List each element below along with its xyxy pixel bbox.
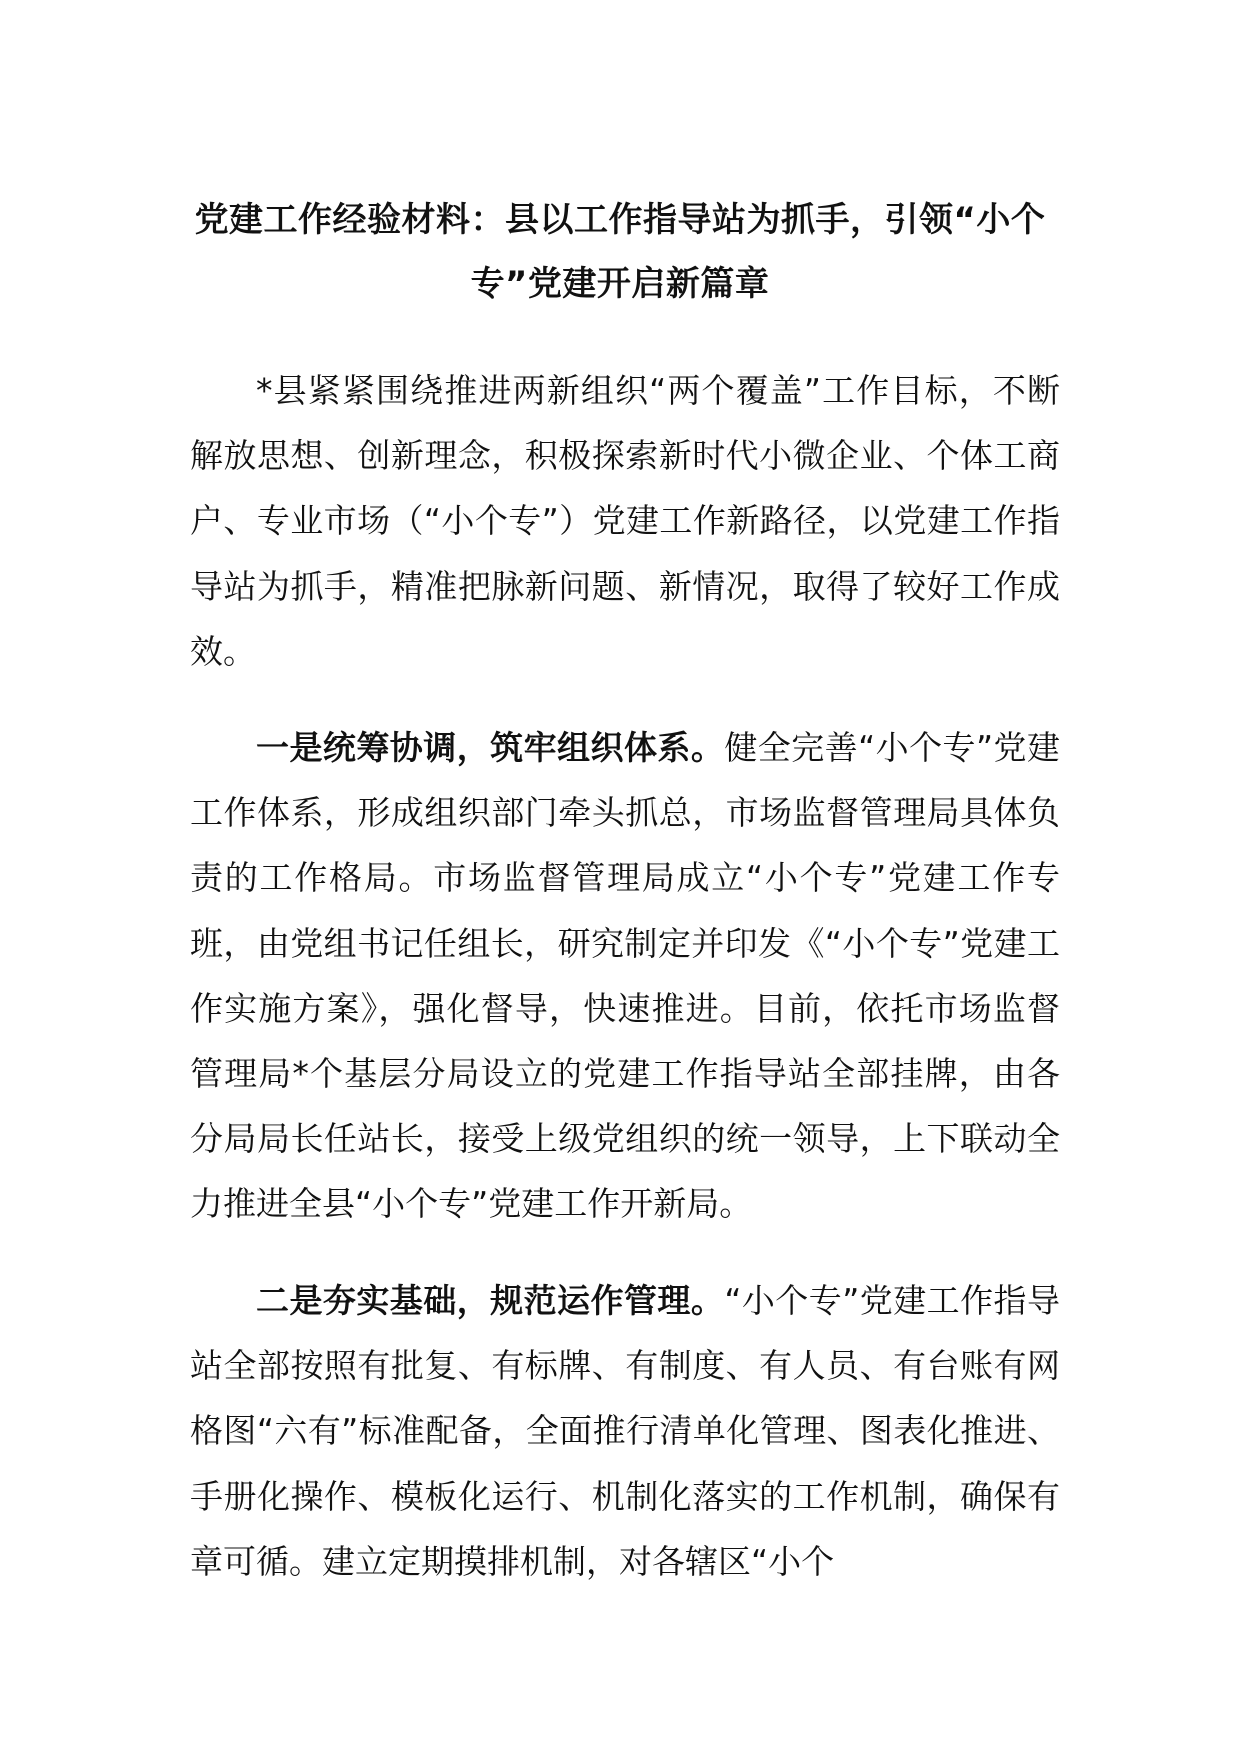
paragraph-section-2 bbox=[190, 1268, 1060, 1594]
section-1-body: 健全完善“小个专”党建工作体系，形成组织部门牵头抓总，市场监督管理局具体负责的工作格局。市场监督管理局成立“小个专”党建工作专班，由党组书记任组长，研究制定并印发《“小个专”党建工作实施方案》，强化督导，快速推进。目前，依托市场监督管理局*个基层分局设立的党建工作指导站全部挂牌，由各分局局长任站长，接受上级党组织的统一领导，上下联动全力推进全县“小个专”党建工作开新局。 bbox=[190, 728, 1061, 1224]
paragraph-section-1 bbox=[190, 715, 1060, 1237]
document-title: 党建工作经验材料：县以工作指导站为抓手，引领“小个专”党建开启新篇章 bbox=[194, 200, 1046, 304]
section-2-body: “小个专”党建工作指导站全部按照有批复、有标牌、有制度、有人员、有台账有网格图“六有”标准配备，全面推行清单化管理、图表化推进、手册化操作、模板化运行、机制化落实的工作机制，确保有章可循。建立定期摸排机制，对各辖区“小个 bbox=[190, 1281, 1061, 1581]
section-1-heading: 一是统筹协调，筑牢组织体系。 bbox=[256, 728, 725, 767]
paragraph-intro-body: *县紧紧围绕推进两新组织“两个覆盖”工作目标，不断解放思想、创新理念，积极探索新时代小微企业、个体工商户、专业市场（“小个专”）党建工作新路径，以党建工作指导站为抓手，精准把脉新问题、新情况，取得了较好工作成效。 bbox=[190, 371, 1060, 671]
paragraph-intro bbox=[190, 358, 1060, 684]
section-2-heading: 二是夯实基础，规范运作管理。 bbox=[256, 1281, 725, 1320]
